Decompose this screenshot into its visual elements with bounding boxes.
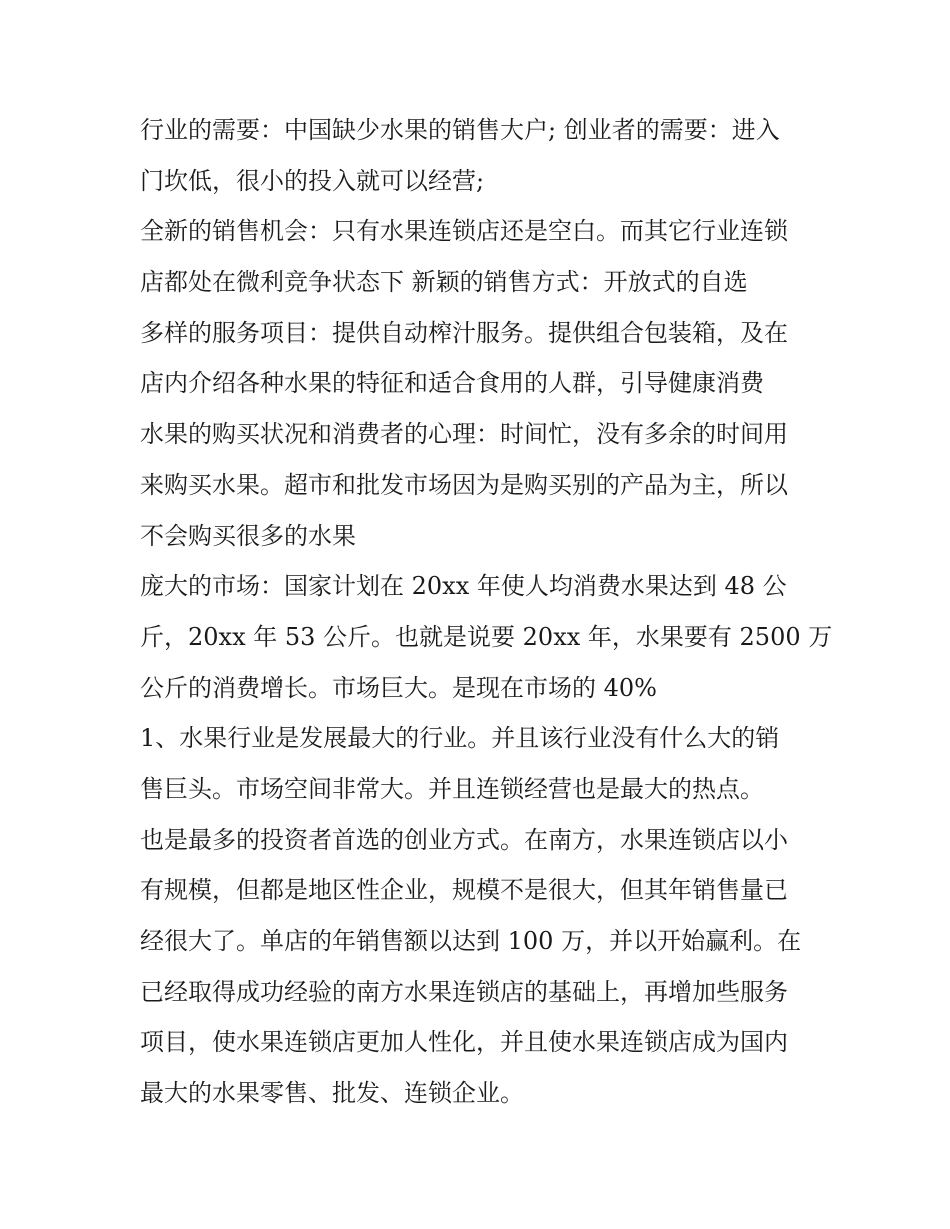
text-line: 多样的服务项目：提供自动榨汁服务。提供组合包装箱，及在: [140, 318, 788, 347]
text-line: 庞大的市场：国家计划在 20xx 年使人均消费水果达到 48 公: [140, 572, 787, 601]
text-line: 1、水果行业是发展最大的行业。并且该行业没有什么大的销: [140, 724, 780, 753]
text-line: 已经取得成功经验的南方水果连锁店的基础上，再增加些服务: [140, 977, 788, 1006]
text-line: 店内介绍各种水果的特征和适合食用的人群，引导健康消费: [140, 369, 764, 398]
text-line: 不会购买很多的水果: [140, 521, 356, 550]
text-line: 来购买水果。超市和批发市场因为是购买别的产品为主，所以: [140, 470, 788, 499]
text-line: 最大的水果零售、批发、连锁企业。: [140, 1079, 524, 1108]
text-line: 售巨头。市场空间非常大。并且连锁经营也是最大的热点。: [140, 774, 764, 803]
text-line: 斤，20xx 年 53 公斤。也就是说要 20xx 年，水果要有 2500 万: [140, 622, 833, 651]
text-line: 店都处在微利竞争状态下 新颖的销售方式：开放式的自选: [140, 268, 748, 297]
text-line: 经很大了。单店的年销售额以达到 100 万，并以开始赢利。在: [140, 927, 802, 955]
text-line: 有规模，但都是地区性企业，规模不是很大，但其年销售量已: [140, 876, 788, 905]
text-line: 全新的销售机会：只有水果连锁店还是空白。而其它行业连锁: [140, 217, 788, 246]
body-text: [140, 105, 833, 1119]
text-line: 公斤的消费增长。市场巨大。是现在市场的 40%: [140, 673, 657, 702]
text-line: 水果的购买状况和消费者的心理：时间忙，没有多余的时间用: [140, 420, 788, 449]
text-line: 也是最多的投资者首选的创业方式。在南方，水果连锁店以小: [140, 825, 788, 854]
text-line: 行业的需要：中国缺少水果的销售大户; 创业者的需要：进入: [140, 116, 780, 144]
text-line: 项目，使水果连锁店更加人性化，并且使水果连锁店成为国内: [140, 1028, 788, 1057]
text-line: 门坎低，很小的投入就可以经营;: [140, 166, 485, 195]
